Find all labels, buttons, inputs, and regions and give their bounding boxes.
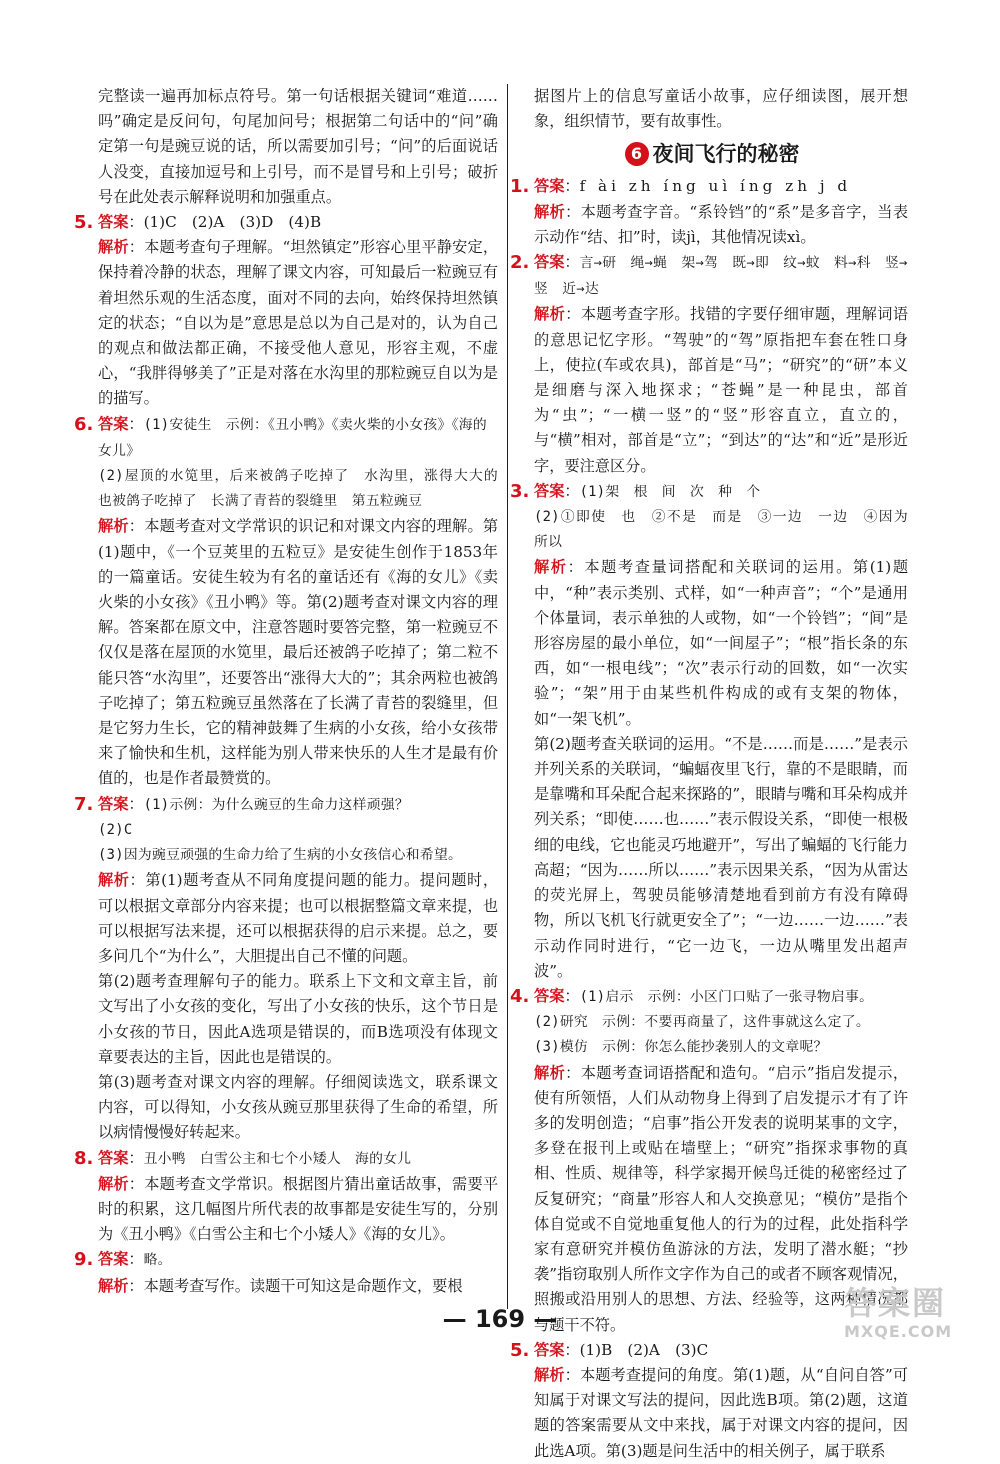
- colon: ：: [128, 238, 145, 257]
- lesson-title: [516, 138, 908, 168]
- answer-label: 答案: [534, 177, 565, 196]
- answer-label: 答案: [98, 1148, 129, 1167]
- analysis-paragraph: [516, 302, 908, 478]
- answer-row: [510, 174, 908, 199]
- question-number: 8.: [74, 1147, 94, 1169]
- colon: ：: [565, 305, 581, 324]
- analysis-text: 本题考查量词搭配和关联词的运用。第(1)题中，“种”表示类别、式样，如“一种声音”；“个”是通用个体量词，表示单独的人或物，如“一个铃铛”；“间”是形容房屋的最小单位，如“一间屋子”；“根”指长条的东西，如“一根电线”；“次”表示行动的回数，如“一次实验”；“架”用于由某些机件构成的或有支架的物体，如“一架飞机”。: [534, 558, 909, 728]
- question-number: 9.: [74, 1249, 94, 1271]
- analysis-text: 本题考查写作。读题干可知这是命题作文，要根: [143, 1276, 463, 1295]
- colon: ：: [128, 1276, 144, 1295]
- answer-row: [74, 210, 498, 235]
- answer-handwritten: 略。: [143, 1252, 172, 1269]
- lesson-number-badge: 6: [625, 142, 649, 166]
- analysis-paragraph: [516, 200, 908, 250]
- question-number: 4.: [510, 985, 530, 1007]
- question-number: 7.: [74, 793, 94, 815]
- question-number: 5.: [74, 212, 94, 234]
- question-number: 6.: [74, 413, 94, 435]
- analysis-text: 本题考查字形。找错的字要仔细审题，理解词语的意思记忆字形。“驾驶”的“驾”原指把车套在牲口身上，使拉(车或农具)，部首是“马”；“研究”的“研”本义是细磨与深入地探求；“苍蝇”是一种昆虫，部首为“虫”；“一横一竖”的“竖”形容直立，直立的，与“横”相对，部首是“立”；“到达”的“达”和“近”是形近字，要注意区分。: [534, 305, 909, 475]
- lesson-title-text: 夜间飞行的秘密: [652, 142, 800, 167]
- answer-label: 答案: [534, 253, 565, 272]
- colon: ：: [128, 794, 144, 813]
- column-divider: [507, 84, 508, 1309]
- analysis-label: 解析: [98, 517, 129, 536]
- analysis-paragraph: [80, 514, 498, 791]
- answer-handwritten: (1)安徒生 示例：《丑小鸭》《卖火柴的小女孩》《海的女儿》: [98, 416, 488, 459]
- analysis-text: 本题考查字音。“系铃铛”的“系”是多音字，当表示动作“结、扣”时，读jì，其他情况读xì。: [534, 202, 909, 246]
- watermark-top: 答案圈: [844, 1284, 947, 1322]
- handwritten-answer: (2)C: [98, 821, 133, 838]
- analysis-paragraph: [80, 868, 498, 969]
- answer-handwritten: 言→研 绳→蝇 架→驾 既→即 纹→蚊 料→科 竖→竖 近→达: [534, 255, 908, 298]
- answer-label: 答案: [534, 986, 565, 1005]
- answer-label: 答案: [98, 414, 129, 433]
- colon: ：: [128, 1250, 144, 1269]
- answer-handwritten: (1)示例：为什么豌豆的生命力这样顽强？: [143, 796, 410, 813]
- colon: ：: [128, 213, 144, 232]
- answer-label: 答案: [98, 794, 129, 813]
- colon: ：: [565, 1063, 581, 1082]
- answer-handwritten: (1)启示 示例：小区门口贴了一张寻物启事。: [579, 988, 874, 1005]
- watermark-logo: [844, 1284, 984, 1348]
- left-column: [74, 84, 513, 1299]
- handwritten-answer: (2)研究 示例：不要再商量了，这件事就这么定了。: [534, 1014, 870, 1031]
- answer-text: (1)B (2)A (3)C: [579, 1340, 709, 1359]
- colon: ：: [564, 986, 580, 1005]
- question-number: 3.: [510, 480, 530, 502]
- colon: ：: [128, 1174, 145, 1193]
- analysis-text: 本题考查提问的角度。第(1)题，从“自问自答”可知属于对课文写法的提问，因此选B项。第(2)题，这道题的答案需要从文中来找，属于对课文内容的提问，因此选A项。第(3)题是问生活中的相关例子，属于联系: [534, 1365, 909, 1460]
- paragraph: 第(2)题考查理解句子的能力。联系上下文和文章主旨，前文写出了小女孩的变化，写出了小女孩的快乐，这个节日是小女孩的节日，因此A选项是错误的，而B选项没有体现文章要表达的主旨，因此也是错误的。: [98, 972, 498, 1066]
- analysis-text: 本题考查对文学常识的识记和对课文内容的理解。第(1)题中，《一个豆荚里的五粒豆》是安徒生创作于1853年的一篇童话。安徒生较为有名的童话还有《海的女儿》《卖火柴的小女孩》《丑小鸭》等。第(2)题考查对课文内容的理解。答案都在原文中，注意答题时要答完整，第一粒豌豆不仅仅是落在屋顶的水笕里，最后还被鸽子吃掉了；第二粒不能只答“水沟里”，还要答出“涨得大大的”；其余两粒也被鸽子吃掉了；第五粒豌豆虽然落在了长满了青苔的裂缝里，但是它努力生长，它的精神鼓舞了生病的小女孩，给小女孩带来了愉快和生机，这样能为别人带来快乐的人生才是最有价值的，也是作者最赞赏的。: [98, 517, 499, 788]
- colon: ：: [128, 517, 145, 536]
- answer-row: [510, 479, 908, 505]
- answer-label: 答案: [534, 1340, 565, 1359]
- answer-label: 答案: [98, 1250, 129, 1269]
- question-number: 2.: [510, 252, 530, 274]
- handwritten-answer: (3)模仿 示例：你怎么能抄袭别人的文章呢？: [534, 1039, 828, 1056]
- analysis-label: 解析: [98, 238, 129, 257]
- question-number: 1.: [510, 176, 530, 198]
- answer-row: [74, 792, 498, 818]
- analysis-text: 第(1)题考查从不同角度提问题的能力。提问题时，可以根据文章部分内容来提；也可以根据整篇文章来提，也可以根据写法来提，还可以根据获得的启示来提。总之，要多问几个“为什么”，大胆提出自己不懂的问题。: [98, 871, 499, 965]
- analysis-text: 本题考查文学常识。根据图片猜出童话故事，需要平时的积累，这几幅图片所代表的故事都是安徒生写的，分别为《丑小鸭》《白雪公主和七个小矮人》《海的女儿》。: [98, 1174, 499, 1244]
- answer-pinyin: f ài zh íng uì íng zh j d: [579, 177, 852, 196]
- analysis-label: 解析: [534, 305, 566, 324]
- paragraph: 第(2)题考查关联词的运用。“不是……而是……”是表示并列关系的关联词，“蝙蝠夜里飞行，靠的不是眼睛，而是靠嘴和耳朵配合起来探路的”，眼睛与嘴和耳朵构成并列关系；“即使……也……”表示假设关系，“即使一根极细的电线，它也能灵巧地避开”，写出了蝙蝠的飞行能力高超；“因为……所以……”表示因果关系，“因为从雷达的荧光屏上，驾驶员能够清楚地看到前方有没有障碍物，所以飞机飞行就更安全了”；“一边……一边……”表示动作同时进行，“它一边飞，一边从嘴里发出超声波”。: [534, 734, 908, 980]
- colon: ：: [128, 414, 144, 433]
- colon: ：: [129, 871, 146, 890]
- analysis-label: 解析: [534, 202, 566, 221]
- answer-label: 答案: [98, 213, 129, 232]
- colon: ：: [565, 202, 581, 221]
- analysis-text: 本题考查句子理解。“坦然镇定”形容心里平静安定，保持着冷静的状态，理解了课文内容，可知最后一粒豌豆有着坦然乐观的生活态度，面对不同的去向，始终保持坦然镇定的状态；“自以为是”意思是总以为自己是对的，认为自己的观点和做法都正确，不接受他人意见，形容主观，不虚心，“我胖得够美了”正是对落在水沟里的那粒豌豆自以为是的描写。: [98, 238, 499, 408]
- handwritten-answer: (3)因为豌豆顽强的生命力给了生病的小女孩信心和希望。: [98, 847, 463, 864]
- analysis-label: 解析: [534, 1063, 566, 1082]
- answer-row: [74, 1146, 498, 1172]
- page-number: — 169 —: [442, 1305, 558, 1333]
- analysis-paragraph: [516, 555, 908, 731]
- analysis-paragraph: [80, 1274, 498, 1299]
- answer-label: 答案: [534, 481, 565, 500]
- answer-handwritten: 丑小鸭 白雪公主和七个小矮人 海的女儿: [143, 1150, 412, 1167]
- colon: ：: [564, 1365, 580, 1384]
- paragraph: 第(3)题考查对课文内容的理解。仔细阅读选文，联系课文内容，可以得知，小女孩从豌豆那里获得了生命的希望，所以病情慢慢好转起来。: [98, 1072, 498, 1142]
- colon: ：: [564, 481, 580, 500]
- analysis-paragraph: [80, 1172, 498, 1248]
- right-column: [510, 84, 923, 1464]
- analysis-label: 解析: [534, 1365, 565, 1384]
- colon: ：: [564, 177, 580, 196]
- handwritten-answer: (2)①即使 也 ②不是 而是 ③一边 一边 ④因为 所以: [534, 509, 923, 551]
- handwritten-answer: (2)屋顶的水笕里，后来被鸽子吃掉了 水沟里，涨得大大的 也被鸽子吃掉了 长满了青苔的裂缝里 第五粒豌豆: [98, 468, 513, 510]
- colon: ：: [128, 1148, 144, 1167]
- answer-row: [74, 412, 498, 464]
- watermark-bottom: MXQE.COM: [844, 1322, 953, 1341]
- answer-row: [510, 984, 908, 1010]
- question-number: 5.: [510, 1339, 530, 1361]
- analysis-label: 解析: [534, 558, 568, 577]
- answer-text: (1)C (2)A (3)D (4)B: [143, 213, 322, 232]
- answer-row: [74, 1247, 498, 1273]
- analysis-paragraph: [516, 1363, 908, 1464]
- analysis-label: 解析: [98, 1174, 129, 1193]
- colon: ：: [564, 253, 580, 272]
- colon: ：: [567, 558, 585, 577]
- analysis-label: 解析: [98, 871, 130, 890]
- colon: ：: [564, 1340, 580, 1359]
- answer-handwritten: (1)架 根 间 次 种 个: [579, 483, 761, 500]
- analysis-paragraph: [80, 235, 498, 411]
- paragraph: 据图片上的信息写童话小故事，应仔细读图，展开想象，组织情节，要有故事性。: [534, 87, 908, 131]
- analysis-text: 本题考查词语搭配和造句。“启示”指启发提示，使有所领悟，人们从动物身上得到了启发提示才有了许多的发明创造；“启事”指公开发表的说明某事的文字，多登在报刊上或贴在墙壁上；“研究”指探求事物的真相、性质、规律等，科学家揭开候鸟迁徙的秘密经过了反复研究；“商量”形容人和人交换意见；“模仿”是指个体自觉或不自觉地重复他人的行为的过程，此处指科学家有意研究并模仿鱼游泳的方法，发明了潜水艇；“抄袭”指窃取别人所作文字作为自己的或者不顾客观情况，照搬或沿用别人的思想、方法、经验等，这两种情况都与题干不符。: [534, 1063, 909, 1334]
- paragraph: 完整读一遍再加标点符号。第一句话根据关键词“难道……吗”确定是反问句，句尾加问号；根据第二句话中的“问”确定第一句是豌豆说的话，所以需要加引号；“问”的后面说话人没变，直接加逗号和上引号，而不是冒号和上引号；破折号在此处表示解释说明和加强重点。: [98, 87, 498, 206]
- analysis-label: 解析: [98, 1276, 129, 1295]
- answer-row: [510, 250, 908, 302]
